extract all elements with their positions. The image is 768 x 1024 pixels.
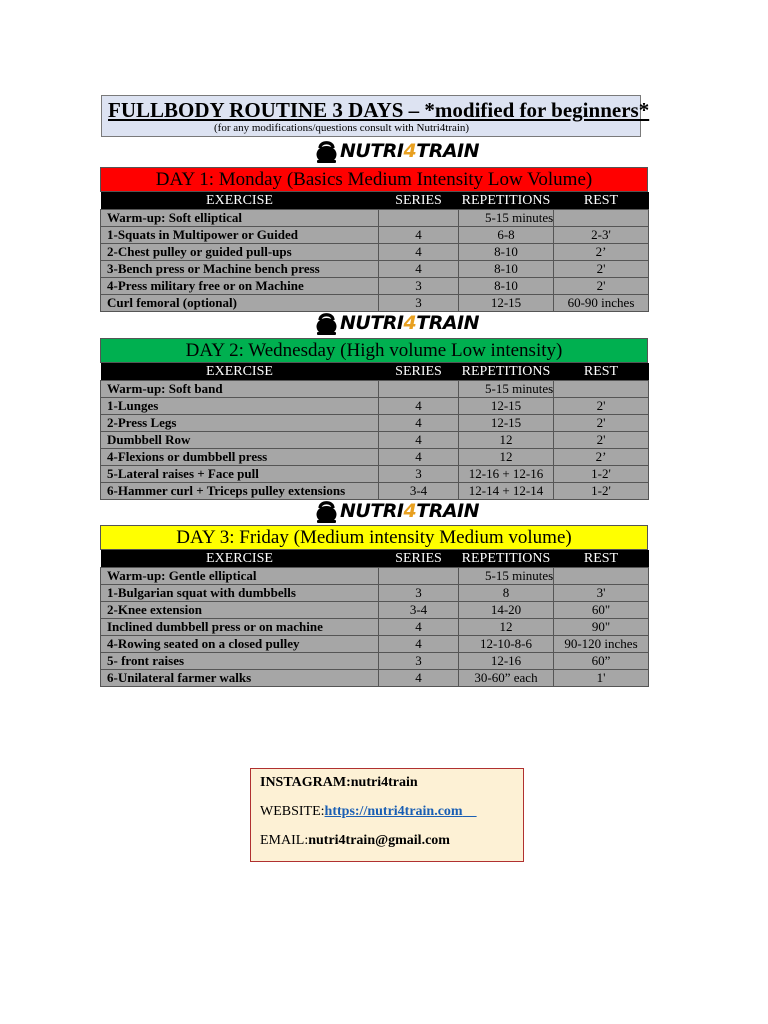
exercise-name: Curl femoral (optional): [101, 295, 379, 312]
series-value: 3: [379, 653, 459, 670]
column-header-rest: REST: [554, 192, 649, 210]
warmup-exercise: Warm-up: Soft elliptical: [101, 210, 379, 227]
table-header-row: [101, 550, 649, 568]
rest-value: 60-90 inches: [554, 295, 649, 312]
day-heading: DAY 3: Friday (Medium intensity Medium volume): [100, 525, 648, 550]
exercise-name: 2-Knee extension: [101, 602, 379, 619]
exercise-name: 6-Hammer curl + Triceps pulley extensions: [101, 483, 379, 500]
table-row: [101, 585, 649, 602]
series-value: 4: [379, 449, 459, 466]
day-heading: DAY 2: Wednesday (High volume Low intensity): [100, 338, 648, 363]
logo-suffix: TRAIN: [416, 140, 480, 162]
title-box: [101, 95, 650, 137]
exercise-name: 5- front raises: [101, 653, 379, 670]
table-row: [101, 483, 649, 500]
logo-wordmark: [340, 311, 479, 336]
warmup-series-cell: [379, 568, 459, 585]
column-header-exercise: EXERCISE: [101, 550, 379, 568]
warmup-row: [101, 568, 649, 585]
warmup-series-cell: [379, 381, 459, 398]
logo-number: 4: [403, 312, 417, 334]
exercise-name: 2-Press Legs: [101, 415, 379, 432]
warmup-series-cell: [379, 210, 459, 227]
day-heading: DAY 1: Monday (Basics Medium Intensity Low Volume): [100, 167, 648, 192]
exercise-table: [100, 550, 649, 687]
table-row: [101, 227, 649, 244]
logo-prefix: NUTRI: [340, 140, 404, 162]
series-value: 3: [379, 295, 459, 312]
page-subtitle: (for any modifications/questions consult with Nutri4train): [214, 122, 470, 134]
exercise-name: 3-Bench press or Machine bench press: [101, 261, 379, 278]
exercise-name: 5-Lateral raises + Face pull: [101, 466, 379, 483]
warmup-duration-cell: [459, 568, 554, 585]
repetitions-value: 12: [459, 449, 554, 466]
instagram-line: INSTAGRAM:nutri4train: [260, 775, 418, 790]
table-row: [101, 449, 649, 466]
logo-suffix: TRAIN: [416, 312, 480, 334]
rest-value: 2': [554, 398, 649, 415]
rest-value: 2': [554, 261, 649, 278]
rest-value: 3': [554, 585, 649, 602]
warmup-rest-cell: [554, 210, 649, 227]
exercise-table: [100, 363, 649, 500]
table-row: [101, 670, 649, 687]
kettlebell-icon: [314, 139, 339, 164]
contact-box: [250, 768, 524, 862]
logo-number: 4: [403, 500, 417, 522]
rest-value: 90": [554, 619, 649, 636]
series-value: 4: [379, 619, 459, 636]
rest-value: 1-2': [554, 466, 649, 483]
repetitions-value: 12-15: [459, 415, 554, 432]
repetitions-value: 30-60” each: [459, 670, 554, 687]
email-address[interactable]: nutri4train@gmail.com: [308, 833, 450, 848]
repetitions-value: 8-10: [459, 261, 554, 278]
series-value: 3: [379, 585, 459, 602]
kettlebell-icon: [314, 311, 339, 336]
repetitions-value: 8: [459, 585, 554, 602]
nutri4train-logo: [314, 499, 480, 524]
repetitions-value: 8-10: [459, 278, 554, 295]
day-section: [100, 525, 648, 687]
column-header-repetitions: REPETITIONS: [459, 550, 554, 568]
table-row: [101, 398, 649, 415]
column-header-repetitions: REPETITIONS: [459, 363, 554, 381]
logo-number: 4: [403, 140, 417, 162]
instagram-handle[interactable]: nutri4train: [350, 775, 418, 790]
column-header-exercise: EXERCISE: [101, 192, 379, 210]
warmup-rest-cell: [554, 568, 649, 585]
column-header-rest: REST: [554, 550, 649, 568]
rest-value: 60": [554, 602, 649, 619]
table-row: [101, 432, 649, 449]
table-row: [101, 602, 649, 619]
series-value: 4: [379, 670, 459, 687]
repetitions-value: 12: [459, 619, 554, 636]
column-header-exercise: EXERCISE: [101, 363, 379, 381]
table-row: [101, 653, 649, 670]
kettlebell-icon: [314, 499, 339, 524]
column-header-series: SERIES: [379, 363, 459, 381]
warmup-duration-cell: [459, 381, 554, 398]
email-line: EMAIL:nutri4train@gmail.com: [260, 833, 450, 848]
series-value: 4: [379, 432, 459, 449]
column-header-rest: REST: [554, 363, 649, 381]
repetitions-value: 12-15: [459, 295, 554, 312]
series-value: 4: [379, 398, 459, 415]
series-value: 4: [379, 227, 459, 244]
table-row: [101, 636, 649, 653]
logo-prefix: NUTRI: [340, 312, 404, 334]
exercise-name: 1-Squats in Multipower or Guided: [101, 227, 379, 244]
logo-prefix: NUTRI: [340, 500, 404, 522]
rest-value: 2’: [554, 244, 649, 261]
warmup-duration: 5-15 minutes: [485, 210, 554, 225]
table-row: [101, 244, 649, 261]
series-value: 3: [379, 466, 459, 483]
rest-value: 2': [554, 432, 649, 449]
repetitions-value: 12-15: [459, 398, 554, 415]
column-header-repetitions: REPETITIONS: [459, 192, 554, 210]
table-row: [101, 278, 649, 295]
day-section: [100, 167, 648, 312]
rest-value: 90-120 inches: [554, 636, 649, 653]
rest-value: 1': [554, 670, 649, 687]
repetitions-value: 12-14 + 12-14: [459, 483, 554, 500]
repetitions-value: 14-20: [459, 602, 554, 619]
rest-value: 1-2': [554, 483, 649, 500]
rest-value: 2-3': [554, 227, 649, 244]
series-value: 4: [379, 261, 459, 278]
warmup-exercise: Warm-up: Gentle elliptical: [101, 568, 379, 585]
exercise-table: [100, 192, 649, 312]
warmup-rest-cell: [554, 381, 649, 398]
rest-value: 2’: [554, 449, 649, 466]
series-value: 4: [379, 244, 459, 261]
repetitions-value: 12: [459, 432, 554, 449]
table-header-row: [101, 363, 649, 381]
exercise-name: 1-Bulgarian squat with dumbbells: [101, 585, 379, 602]
logo-suffix: TRAIN: [416, 500, 480, 522]
series-value: 3-4: [379, 602, 459, 619]
series-value: 3-4: [379, 483, 459, 500]
warmup-row: [101, 381, 649, 398]
website-line: WEBSITE:https://nutri4train.com: [260, 804, 463, 819]
repetitions-value: 6-8: [459, 227, 554, 244]
series-value: 3: [379, 278, 459, 295]
repetitions-value: 12-16: [459, 653, 554, 670]
nutri4train-logo: [314, 311, 480, 336]
warmup-duration-cell: [459, 210, 554, 227]
warmup-exercise: Warm-up: Soft band: [101, 381, 379, 398]
exercise-name: 4-Rowing seated on a closed pulley: [101, 636, 379, 653]
logo-wordmark: [340, 139, 479, 164]
exercise-name: 6-Unilateral farmer walks: [101, 670, 379, 687]
exercise-name: 4-Flexions or dumbbell press: [101, 449, 379, 466]
series-value: 4: [379, 415, 459, 432]
exercise-name: 4-Press military free or on Machine: [101, 278, 379, 295]
repetitions-value: 12-10-8-6: [459, 636, 554, 653]
warmup-row: [101, 210, 649, 227]
day-section: [100, 338, 648, 500]
exercise-name: 2-Chest pulley or guided pull-ups: [101, 244, 379, 261]
table-row: [101, 415, 649, 432]
exercise-name: 1-Lunges: [101, 398, 379, 415]
rest-value: 60”: [554, 653, 649, 670]
table-row: [101, 261, 649, 278]
website-link[interactable]: https://nutri4train.com: [324, 804, 463, 819]
nutri4train-logo: [314, 139, 480, 164]
page-title: FULLBODY ROUTINE 3 DAYS – *modified for beginners*: [108, 98, 650, 122]
rest-value: 2': [554, 278, 649, 295]
repetitions-value: 12-16 + 12-16: [459, 466, 554, 483]
table-row: [101, 295, 649, 312]
repetitions-value: 8-10: [459, 244, 554, 261]
column-header-series: SERIES: [379, 550, 459, 568]
logo-wordmark: [340, 499, 479, 524]
table-header-row: [101, 192, 649, 210]
table-row: [101, 466, 649, 483]
rest-value: 2': [554, 415, 649, 432]
series-value: 4: [379, 636, 459, 653]
column-header-series: SERIES: [379, 192, 459, 210]
table-row: [101, 619, 649, 636]
warmup-duration: 5-15 minutes: [485, 381, 554, 396]
warmup-duration: 5-15 minutes: [485, 568, 554, 583]
exercise-name: Inclined dumbbell press or on machine: [101, 619, 379, 636]
exercise-name: Dumbbell Row: [101, 432, 379, 449]
